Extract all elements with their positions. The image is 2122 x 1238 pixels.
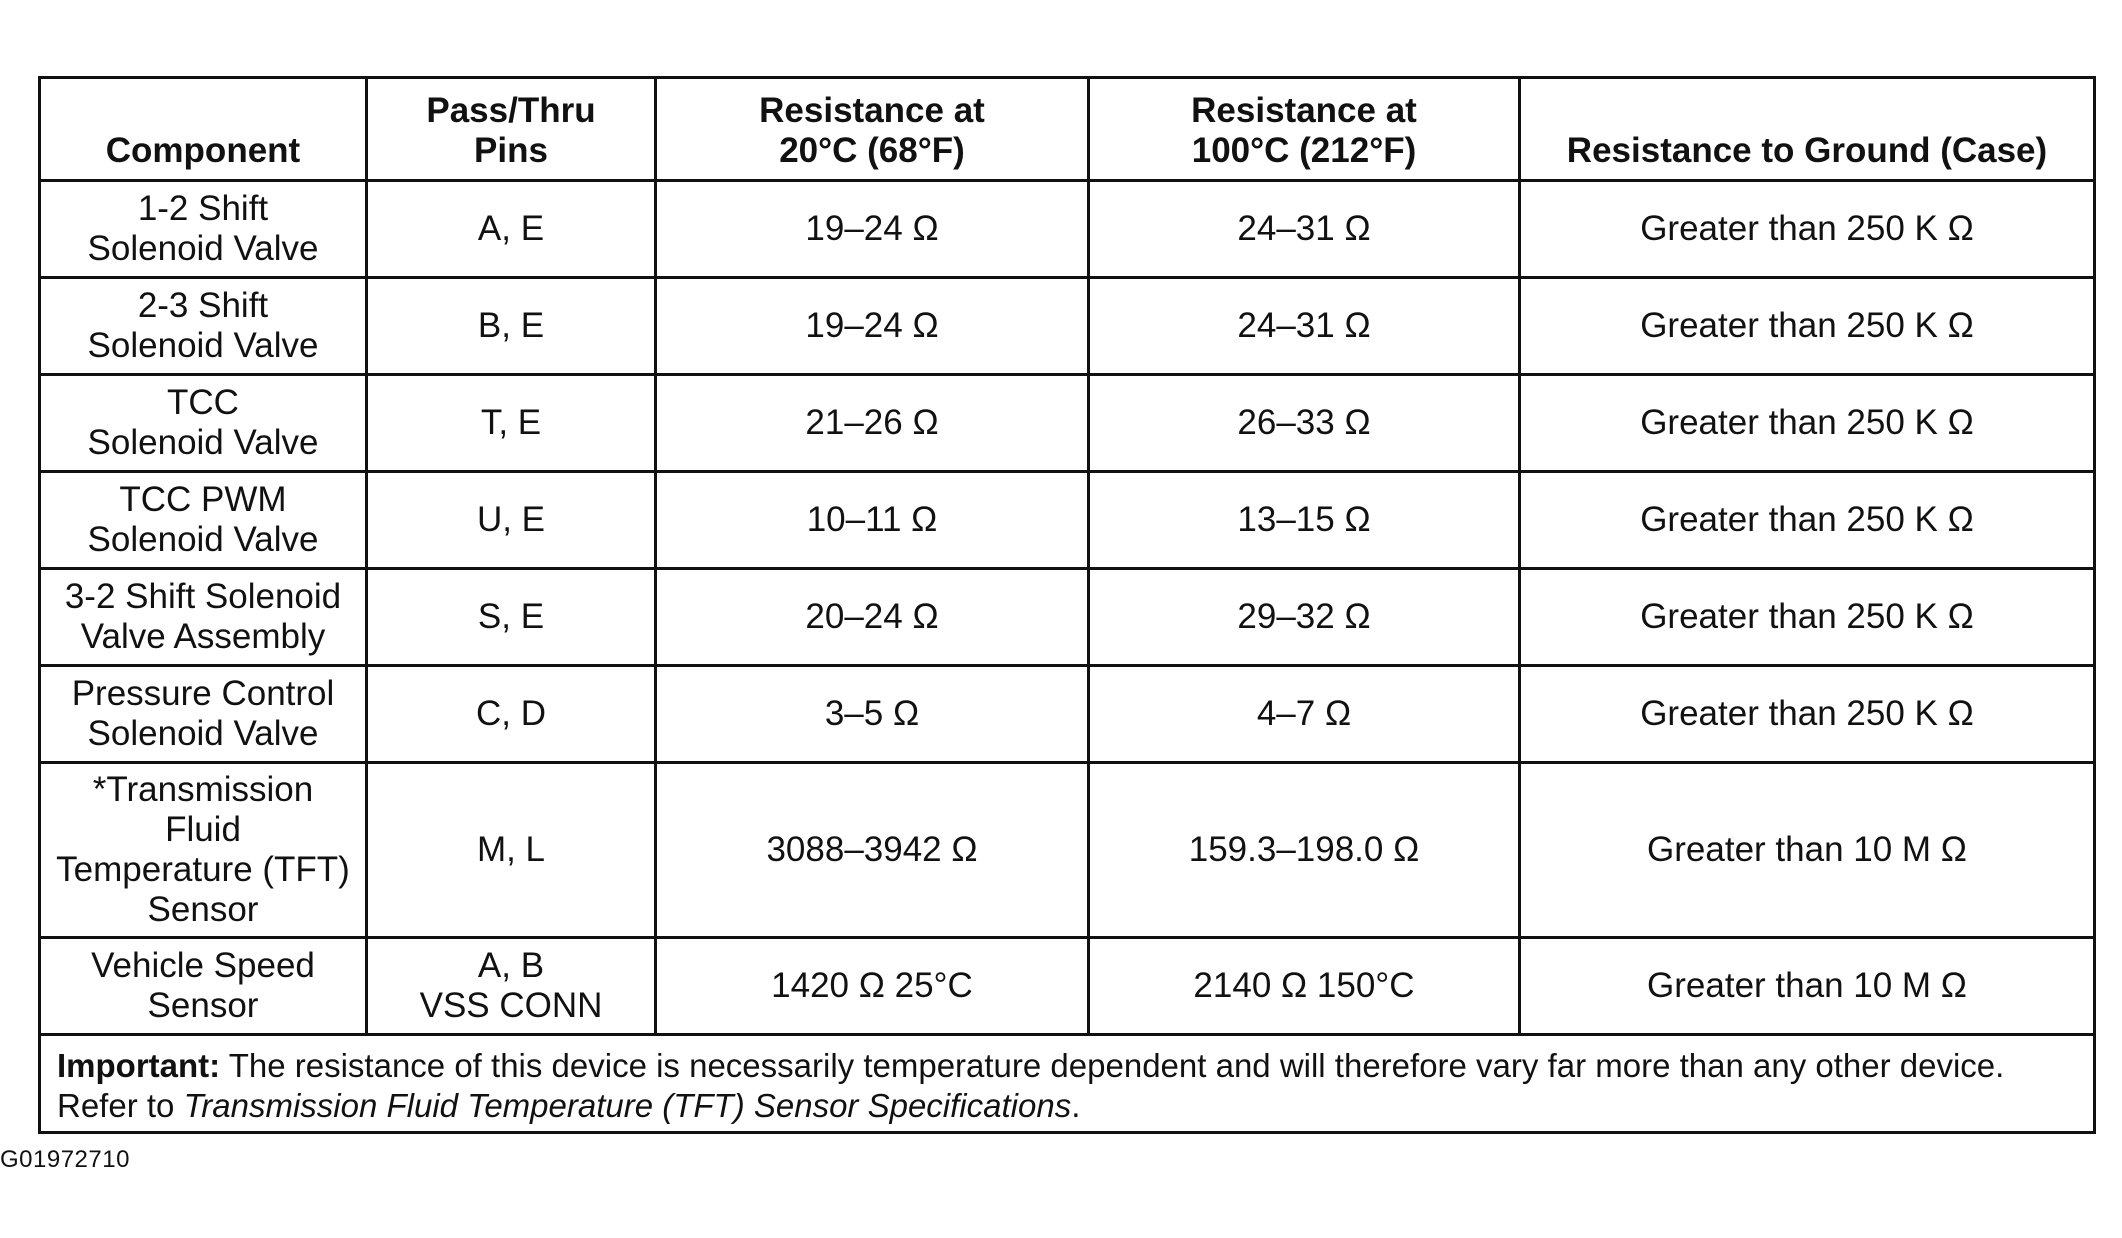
cell-resistance-ground: Greater than 250 K Ω [1520, 666, 2095, 763]
cell-resistance-100c: 13–15 Ω [1089, 472, 1520, 569]
cell-pins: M, L [367, 763, 656, 938]
cell-resistance-100c: 29–32 Ω [1089, 569, 1520, 666]
table-row [40, 938, 2095, 1035]
header-component: Component [40, 78, 367, 181]
cell-pins: C, D [367, 666, 656, 763]
cell-resistance-20c: 10–11 Ω [656, 472, 1089, 569]
table-row [40, 278, 2095, 375]
cell-resistance-20c: 1420 Ω 25°C [656, 938, 1089, 1035]
cell-resistance-100c: 159.3–198.0 Ω [1089, 763, 1520, 938]
note-text: The resistance of this device is necessarily temperature dependent and will therefore vary far more than any other device. Refer to [57, 1047, 2005, 1124]
cell-resistance-ground: Greater than 250 K Ω [1520, 472, 2095, 569]
note-end: . [1071, 1086, 1081, 1124]
header-resistance-100c: Resistance at 100°C (212°F) [1089, 78, 1520, 181]
cell-resistance-100c: 24–31 Ω [1089, 278, 1520, 375]
figure-id: G01972710 [0, 1146, 130, 1173]
cell-resistance-ground: Greater than 10 M Ω [1520, 938, 2095, 1035]
header-resistance-20c: Resistance at 20°C (68°F) [656, 78, 1089, 181]
cell-resistance-100c: 26–33 Ω [1089, 375, 1520, 472]
cell-resistance-ground: Greater than 250 K Ω [1520, 181, 2095, 278]
table-row [40, 181, 2095, 278]
table-row [40, 375, 2095, 472]
cell-component: TCC Solenoid Valve [40, 375, 367, 472]
resistance-spec-table [38, 76, 2096, 1134]
table-header-row [40, 78, 2095, 181]
cell-resistance-ground: Greater than 250 K Ω [1520, 375, 2095, 472]
cell-resistance-20c: 20–24 Ω [656, 569, 1089, 666]
table-row [40, 569, 2095, 666]
cell-resistance-20c: 3088–3942 Ω [656, 763, 1089, 938]
table-row [40, 472, 2095, 569]
cell-component: *Transmission Fluid Temperature (TFT) Sensor [40, 763, 367, 938]
header-resistance-to-ground: Resistance to Ground (Case) [1520, 78, 2095, 181]
cell-resistance-100c: 2140 Ω 150°C [1089, 938, 1520, 1035]
cell-component: 3-2 Shift Solenoid Valve Assembly [40, 569, 367, 666]
cell-resistance-20c: 21–26 Ω [656, 375, 1089, 472]
cell-resistance-100c: 24–31 Ω [1089, 181, 1520, 278]
cell-resistance-20c: 3–5 Ω [656, 666, 1089, 763]
cell-component: Pressure Control Solenoid Valve [40, 666, 367, 763]
cell-resistance-100c: 4–7 Ω [1089, 666, 1520, 763]
cell-resistance-20c: 19–24 Ω [656, 181, 1089, 278]
header-pass-thru-pins: Pass/Thru Pins [367, 78, 656, 181]
cell-resistance-ground: Greater than 250 K Ω [1520, 278, 2095, 375]
cell-pins: A, E [367, 181, 656, 278]
cell-component: 1-2 Shift Solenoid Valve [40, 181, 367, 278]
cell-resistance-ground: Greater than 10 M Ω [1520, 763, 2095, 938]
important-note [40, 1035, 2095, 1133]
cell-pins: B, E [367, 278, 656, 375]
note-reference: Transmission Fluid Temperature (TFT) Sensor Specifications [183, 1086, 1072, 1124]
cell-component: Vehicle Speed Sensor [40, 938, 367, 1035]
cell-resistance-ground: Greater than 250 K Ω [1520, 569, 2095, 666]
cell-pins: S, E [367, 569, 656, 666]
cell-component: 2-3 Shift Solenoid Valve [40, 278, 367, 375]
cell-pins: U, E [367, 472, 656, 569]
cell-pins: T, E [367, 375, 656, 472]
table-row [40, 666, 2095, 763]
cell-component: TCC PWM Solenoid Valve [40, 472, 367, 569]
cell-pins: A, B VSS CONN [367, 938, 656, 1035]
cell-resistance-20c: 19–24 Ω [656, 278, 1089, 375]
note-label: Important: [57, 1047, 221, 1084]
note-row [40, 1035, 2095, 1133]
table-row [40, 763, 2095, 938]
